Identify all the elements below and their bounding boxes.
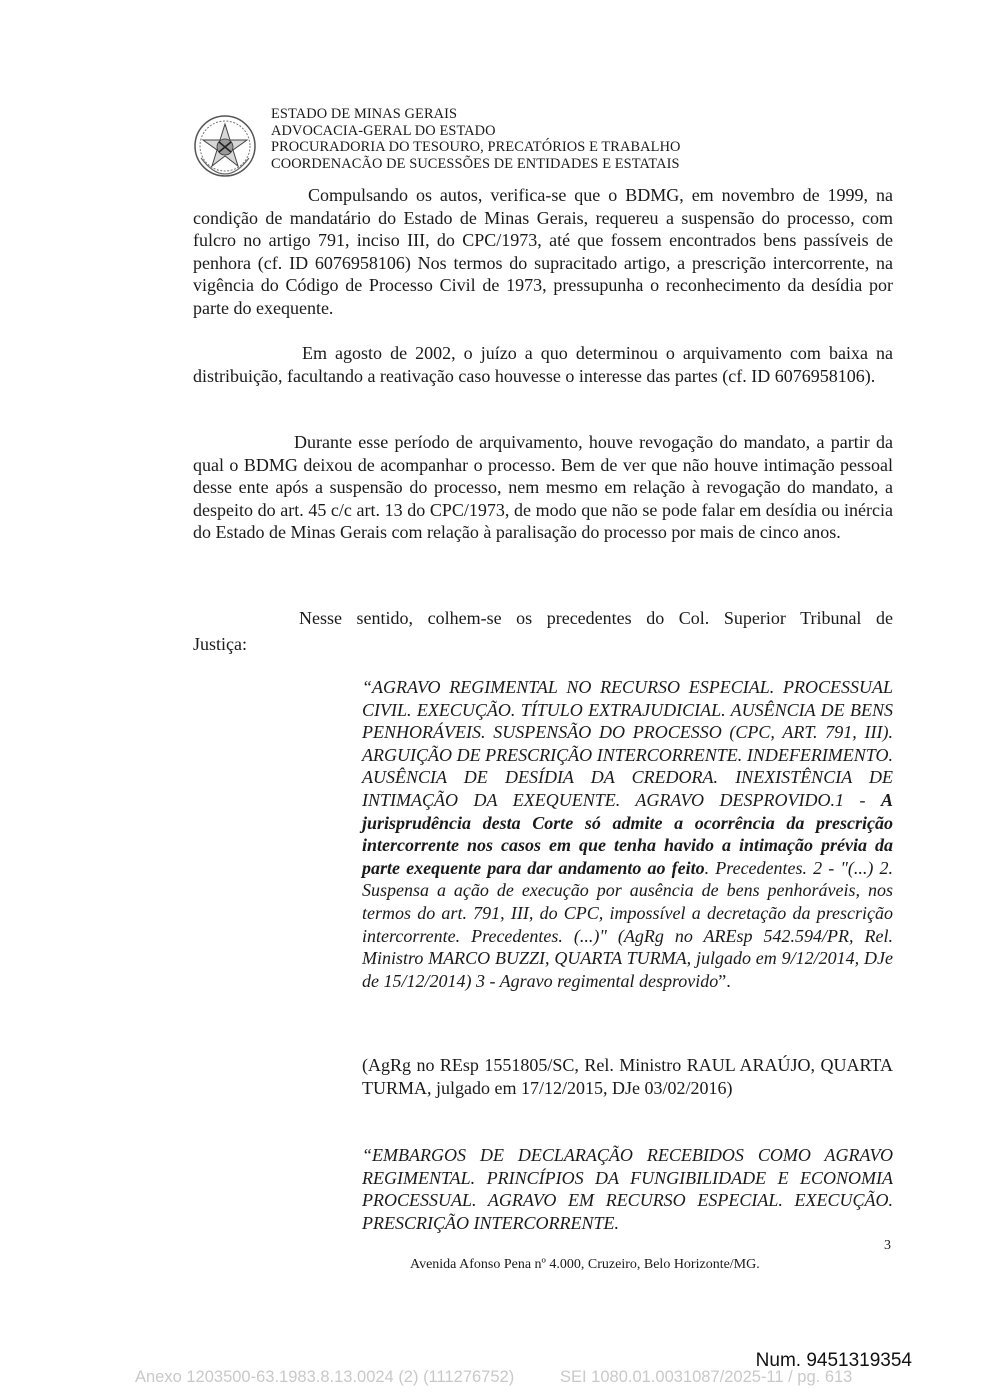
quote-1-bold: A jurisprudência desta Corte só admite a ocorrência da prescrição intercorrente nos casos em que tenha havido a intimação prévia da parte exequente para dar andamento ao feito (362, 789, 893, 878)
block-quote-1-text (362, 676, 893, 992)
block-quote-2-text: “EMBARGOS DE DECLARAÇÃO RECEBIDOS COMO AGRAVO REGIMENTAL. PRINCÍPIOS DA FUNGIBILIDADE E ECONOMIA PROCESSUAL. AGRAVO EM RECURSO ESPECIAL. EXECUÇÃO. PRESCRIÇÃO INTERCORRENTE. (362, 1145, 893, 1233)
sei-stamp: SEI 1080.01.0031087/2025-11 / pg. 613 (560, 1368, 853, 1386)
letterhead-line-state: ESTADO DE MINAS GERAIS (271, 106, 458, 122)
paragraph-4-end: Justiça: (193, 634, 247, 654)
footer-address: Avenida Afonso Pena nº 4.000, Cruzeiro, Belo Horizonte/MG. (410, 1257, 760, 1272)
quote-1-part-1: “AGRAVO REGIMENTAL NO RECURSO ESPECIAL. PROCESSUAL CIVIL. EXECUÇÃO. TÍTULO EXTRAJUDICIAL. AUSÊNCIA DE BENS PENHORÁVEIS. SUSPENSÃO DO PROCESSO (CPC, ART. 791, III). ARGUIÇÃO DE PRESCRIÇÃO INTERCORRENTE. INDEFERIMENTO. AUSÊNCIA DE DESÍDIA DA CREDORA. INEXISTÊNCIA DE INTIMAÇÃO DA EXEQUENTE. AGRAVO DESPROVIDO.1 - (362, 677, 893, 810)
letterhead-line-agency: ADVOCACIA-GERAL DO ESTADO (271, 122, 496, 139)
letterhead-line-coordenacao: COORDENACÃO DE SUCESSÕES DE ENTIDADES E ESTATAIS (271, 155, 680, 172)
block-quote-1 (362, 676, 893, 992)
paragraph-2-text: Em agosto de 2002, o juízo a quo determinou o arquivamento com baixa na distribuição, facultando a reativação caso houvesse o interesse das partes (cf. ID 6076958106). (193, 343, 893, 386)
paragraph-1-text: Compulsando os autos, verifica-se que o BDMG, em novembro de 1999, na condição de mandatário do Estado de Minas Gerais, requereu a suspensão do processo, com fulcro no artigo 791, inciso III, do CPC/1973, até que fossem encontrados bens passíveis de penhora (cf. ID 6076958106) Nos termos do supracitado artigo, a prescrição intercorrente, na vigência do Código de Processo Civil de 1973, pressupunha o reconhecimento da desídia por parte do exequente. (193, 185, 893, 318)
letterhead-text (271, 106, 681, 172)
block-quote-2 (362, 1144, 893, 1234)
minas-gerais-coat-of-arms-icon (193, 114, 257, 178)
letterhead-line-procuradoria: PROCURADORIA DO TESOURO, PRECATÓRIOS E TRABALHO (271, 139, 681, 156)
paragraph-2 (193, 342, 893, 387)
paragraph-1 (193, 184, 893, 320)
page-number: 3 (884, 1238, 891, 1253)
document-number-stamp: Num. 9451319354 (755, 1350, 912, 1371)
letterhead (193, 106, 713, 176)
citation-1-text: (AgRg no REsp 1551805/SC, Rel. Ministro RAUL ARAÚJO, QUARTA TURMA, julgado em 17/12/2015, DJe 03/02/2016) (362, 1055, 893, 1098)
quote-1-close: ”. (718, 970, 731, 991)
quote-1-part-2: . Precedentes. 2 - "(...) 2. Suspensa a ação de execução por ausência de bens penhoráveis, nos termos do art. 791, III, do CPC, impossível a decretação da prescrição intercorrente. Precedentes. (...)" (AgRg no AREsp 542.594/PR, Rel. Ministro MARCO BUZZI, QUARTA TURMA, julgado em 9/12/2014, DJe de 15/12/2014) 3 - Agravo regimental desprovido (362, 857, 894, 991)
paragraph-3 (193, 431, 893, 544)
paragraph-3-text: Durante esse período de arquivamento, houve revogação do mandato, a partir da qual o BDMG deixou de acompanhar o processo. Bem de ver que não houve intimação pessoal desse ente após a suspensão do processo, nem mesmo em relação à revogação do mandato, a despeito do art. 45 c/c art. 13 do CPC/1973, de modo que não se pode falar em desídia ou inércia do Estado de Minas Gerais com relação à paralisação do processo por mais de cinco anos. (193, 432, 893, 543)
paragraph-4-line: Nesse sentido, colhem-se os precedentes do Col. Superior Tribunal de (299, 608, 893, 628)
annex-stamp: Anexo 1203500-63.1983.8.13.0024 (2) (111276752) (135, 1368, 515, 1386)
citation-1 (362, 1054, 893, 1099)
